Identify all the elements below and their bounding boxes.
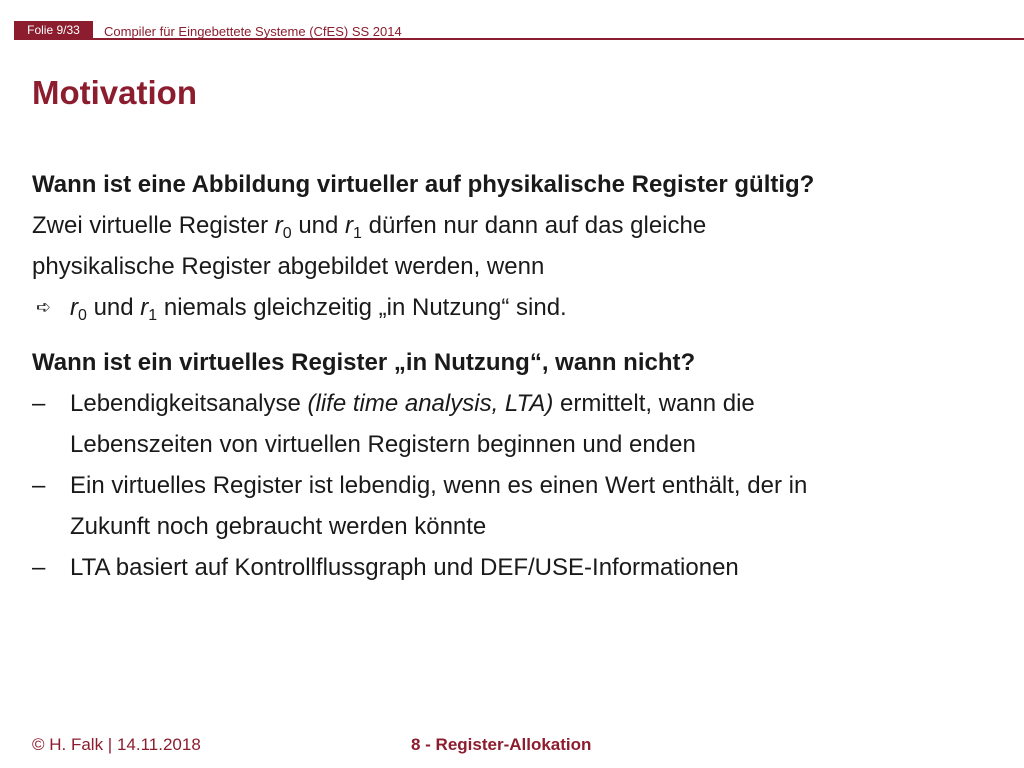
slide-header — [0, 0, 1024, 40]
var-r: r — [70, 294, 78, 321]
var-r: r — [140, 294, 149, 321]
slide-number-tab: Folie 9/33 — [14, 21, 93, 40]
var-r: r — [274, 212, 283, 239]
list-item-line: Lebenszeiten von virtuellen Registern beginnen und enden — [70, 431, 696, 458]
conclusion-bullet — [32, 287, 992, 328]
text-segment: ermittelt, wann die — [553, 390, 755, 417]
spacer — [32, 328, 992, 342]
text-segment: dürfen nur dann auf das gleiche — [361, 212, 707, 239]
text-segment: und — [291, 212, 346, 239]
text-segment: niemals gleichzeitig „in Nutzung“ sind. — [157, 294, 567, 321]
list-item-line: LTA basiert auf Kontrollflussgraph und DEF/USE-Informationen — [70, 554, 739, 581]
list-item — [32, 465, 992, 547]
text-segment: Zwei virtuelle Register — [32, 212, 275, 239]
list-item — [32, 547, 992, 588]
subscript-0: 0 — [78, 307, 87, 324]
italic-term: (life time analysis, LTA) — [307, 390, 554, 417]
footer-author: © H. Falk | 14.11.2018 — [32, 735, 201, 754]
subscript-1: 1 — [353, 225, 362, 242]
text-segment: Lebendigkeitsanalyse — [70, 390, 308, 417]
subscript-1: 1 — [148, 307, 158, 324]
footer-chapter: 8 - Register-Allokation — [411, 735, 592, 754]
dash-bullet: – — [32, 472, 46, 499]
dash-bullet: – — [32, 554, 46, 581]
list-item — [32, 383, 992, 465]
dash-bullet: – — [32, 390, 46, 417]
slide-title: Motivation — [32, 74, 197, 111]
question-validity: Wann ist eine Abbildung virtueller auf physikalische Register gültig? — [32, 171, 815, 198]
slide-body — [32, 164, 992, 588]
paragraph-line-2: physikalische Register abgebildet werden, wenn — [32, 253, 545, 280]
arrow-bullet-icon: ➪ — [36, 297, 52, 317]
list-item-line: Ein virtuelles Register ist lebendig, wenn es einen Wert enthält, der in — [70, 472, 808, 499]
course-title: Compiler für Eingebettete Systeme (CfES) SS 2014 — [104, 24, 402, 39]
question-in-use: Wann ist ein virtuelles Register „in Nutzung“, wann nicht? — [32, 349, 696, 376]
var-r: r — [345, 212, 354, 239]
list-item-line: Zukunft noch gebraucht werden könnte — [70, 513, 487, 540]
list-item-line — [70, 383, 992, 424]
text-segment: und — [86, 294, 141, 321]
subscript-0: 0 — [282, 225, 292, 242]
paragraph-line-1 — [32, 205, 992, 246]
